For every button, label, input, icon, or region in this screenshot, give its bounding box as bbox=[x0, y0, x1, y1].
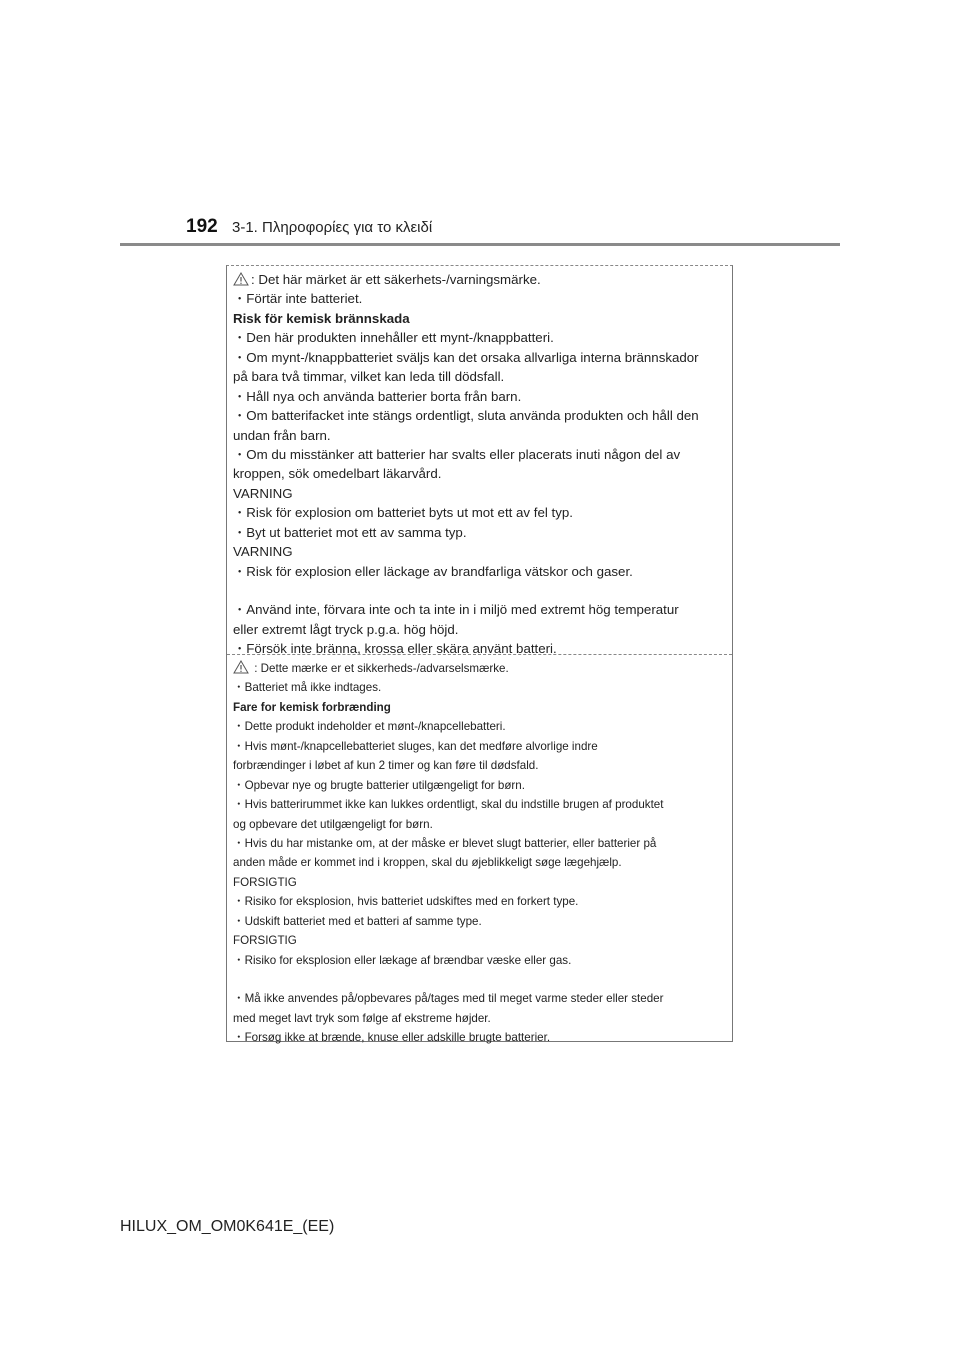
warning-line bbox=[233, 1009, 728, 1028]
line-text: undan från barn. bbox=[233, 427, 331, 443]
line-text: ・Om du misstänker att batterier har svalts eller placerats inuti någon del av bbox=[233, 446, 681, 462]
warning-line bbox=[233, 542, 728, 561]
warning-line bbox=[233, 659, 728, 678]
line-text: : Det här märket är ett säkerhets-/varningsmärke. bbox=[251, 272, 541, 287]
warning-line bbox=[233, 328, 728, 347]
warning-line bbox=[233, 737, 728, 756]
line-text: og opbevare det utilgængeligt for børn. bbox=[233, 817, 433, 831]
line-text: med meget lavt tryk som følge af ekstreme højder. bbox=[233, 1011, 491, 1025]
line-text: ・Om batterifacket inte stängs ordentligt, sluta använda produkten och håll den bbox=[233, 408, 699, 424]
line-text: ・Risk för explosion eller läckage av brandfarliga vätskor och gaser. bbox=[233, 563, 633, 579]
warning-line bbox=[233, 892, 728, 911]
warning-line bbox=[233, 348, 728, 367]
line-text: FORSIGTIG bbox=[233, 875, 297, 889]
warning-line bbox=[233, 387, 728, 406]
line-text: Risk för kemisk brännskada bbox=[233, 310, 410, 326]
warning-line bbox=[233, 503, 728, 522]
warning-line bbox=[233, 620, 728, 639]
line-text: ・Dette produkt indeholder et mønt-/knapcellebatteri. bbox=[233, 720, 506, 734]
document-code: HILUX_OM_OM0K641E_(EE) bbox=[120, 1218, 335, 1235]
warning-line bbox=[233, 523, 728, 542]
warning-line bbox=[233, 484, 728, 503]
line-text: ・Må ikke anvendes på/opbevares på/tages med til meget varme steder eller steder bbox=[233, 992, 664, 1006]
line-text: : Dette mærke er et sikkerheds-/advarselsmærke. bbox=[251, 662, 509, 675]
line-text: på bara två timmar, vilket kan leda till dödsfall. bbox=[233, 369, 505, 385]
line-text: VARNING bbox=[233, 544, 293, 560]
warning-line bbox=[233, 367, 728, 386]
warning-line bbox=[233, 406, 728, 425]
line-text: ・Hvis du har mistanke om, at der måske er blevet slugt batterier, eller batterier på bbox=[233, 836, 657, 850]
warning-line bbox=[233, 970, 728, 989]
line-text: ・Hvis mønt-/knapcellebatteriet sluges, kan det medføre alvorlige indre bbox=[233, 739, 598, 753]
warning-line bbox=[233, 426, 728, 445]
warning-line bbox=[233, 853, 728, 872]
line-text: ・Risiko for eksplosion, hvis batteriet udskiftes med en forkert type. bbox=[233, 895, 579, 909]
line-text: ・Opbevar nye og brugte batterier utilgængeligt for børn. bbox=[233, 778, 525, 792]
swedish-warning-section bbox=[233, 270, 728, 659]
warning-line bbox=[233, 815, 728, 834]
warning-line bbox=[233, 445, 728, 464]
line-text: ・Byt ut batteriet mot ett av samma typ. bbox=[233, 524, 467, 540]
line-text: ・Den här produkten innehåller ett mynt-/knappbatteri. bbox=[233, 330, 554, 346]
line-text: kroppen, sök omedelbart läkarvård. bbox=[233, 466, 442, 482]
warning-line bbox=[233, 931, 728, 950]
warning-line bbox=[233, 912, 728, 931]
section-divider bbox=[227, 654, 732, 655]
section-title: 3-1. Πληροφορίες για το κλειδί bbox=[232, 219, 433, 236]
warning-line bbox=[233, 600, 728, 619]
line-text: forbrændinger i løbet af kun 2 timer og kan føre til dødsfald. bbox=[233, 759, 539, 773]
line-text: ・Håll nya och använda batterier borta från barn. bbox=[233, 388, 522, 404]
warning-line bbox=[233, 562, 728, 581]
warning-line bbox=[233, 270, 728, 289]
line-text: ・Hvis batterirummet ikke kan lukkes ordentligt, skal du indstille brugen af produktet bbox=[233, 798, 664, 812]
warning-line bbox=[233, 795, 728, 814]
warning-line bbox=[233, 1028, 728, 1047]
line-text: ・Batteriet må ikke indtages. bbox=[233, 681, 382, 695]
warning-line bbox=[233, 873, 728, 892]
warning-line bbox=[233, 639, 728, 658]
line-text: VARNING bbox=[233, 485, 293, 501]
warning-line bbox=[233, 581, 728, 600]
warning-line bbox=[233, 756, 728, 775]
warning-line bbox=[233, 834, 728, 853]
line-text: ・Försök inte bränna, krossa eller skära använt batteri. bbox=[233, 641, 557, 657]
line-text: ・Udskift batteriet med et batteri af samme type. bbox=[233, 914, 482, 928]
warning-line bbox=[233, 989, 728, 1008]
line-text: ・Använd inte, förvara inte och ta inte in i miljö med extremt hög temperatur bbox=[233, 602, 679, 618]
danish-warning-section bbox=[233, 659, 728, 1048]
warning-line bbox=[233, 289, 728, 308]
line-text: ・Risk för explosion om batteriet byts ut mot ett av fel typ. bbox=[233, 505, 573, 521]
warning-heading bbox=[233, 309, 728, 328]
line-text: ・Forsøg ikke at brænde, knuse eller adskille brugte batterier. bbox=[233, 1031, 551, 1045]
header-rule bbox=[120, 243, 840, 246]
line-text: ・Om mynt-/knappbatteriet sväljs kan det orsaka allvarliga interna brännskador bbox=[233, 349, 699, 365]
warning-line bbox=[233, 951, 728, 970]
warning-line bbox=[233, 678, 728, 697]
warning-line bbox=[233, 776, 728, 795]
line-text: FORSIGTIG bbox=[233, 934, 297, 948]
warning-triangle-icon bbox=[233, 660, 249, 680]
line-text: ・Förtär inte batteriet. bbox=[233, 291, 363, 307]
line-text: ・Risiko for eksplosion eller lækage af brændbar væske eller gas. bbox=[233, 953, 572, 967]
line-text: Fare for kemisk forbrænding bbox=[233, 700, 391, 714]
warning-line bbox=[233, 464, 728, 483]
warning-heading bbox=[233, 698, 728, 717]
line-text: anden måde er kommet ind i kroppen, skal du øjeblikkeligt søge lægehjælp. bbox=[233, 856, 622, 870]
battery-warning-box bbox=[226, 265, 733, 1045]
line-text: eller extremt lågt tryck p.g.a. hög höjd. bbox=[233, 621, 459, 637]
page-number: 192 bbox=[186, 216, 218, 237]
warning-line bbox=[233, 717, 728, 736]
